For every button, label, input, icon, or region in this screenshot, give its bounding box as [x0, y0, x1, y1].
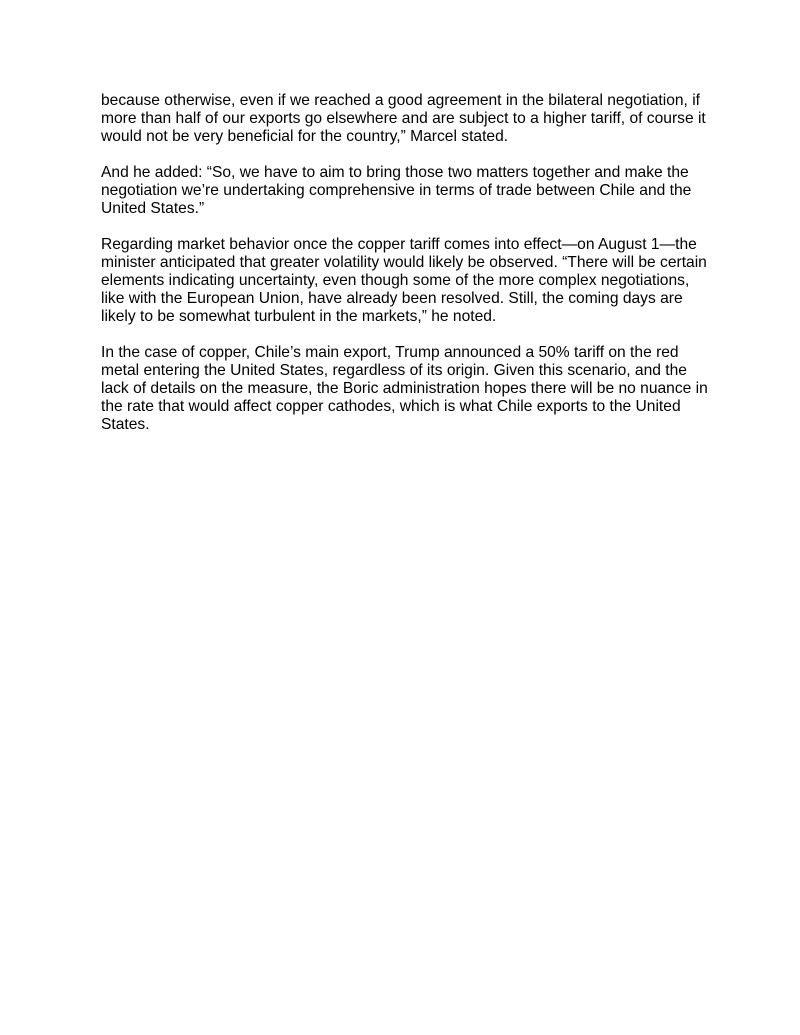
- text-line: States.: [101, 416, 150, 433]
- paragraph-1: [101, 92, 705, 146]
- paragraph-3: [101, 236, 705, 326]
- text-line: Regarding market behavior once the copper tariff comes into effect—on August 1—the: [101, 236, 697, 253]
- text-line: like with the European Union, have already been resolved. Still, the coming days are: [101, 290, 683, 307]
- text-line: the rate that would affect copper cathodes, which is what Chile exports to the United: [101, 398, 681, 415]
- text-line: lack of details on the measure, the Boric administration hopes there will be no nuance in: [101, 380, 708, 397]
- paragraph-4: [101, 344, 708, 434]
- text-line: United States.”: [101, 200, 205, 217]
- text-line: In the case of copper, Chile’s main export, Trump announced a 50% tariff on the red: [101, 344, 679, 361]
- text-line: likely to be somewhat turbulent in the markets,” he noted.: [101, 308, 497, 325]
- text-line: elements indicating uncertainty, even though some of the more complex negotiations,: [101, 272, 690, 289]
- paragraph-2: [101, 164, 705, 218]
- text-line: metal entering the United States, regardless of its origin. Given this scenario, and the: [101, 362, 687, 379]
- text-line: would not be very beneficial for the country,” Marcel stated.: [101, 128, 509, 145]
- text-line: because otherwise, even if we reached a good agreement in the bilateral negotiation, if: [101, 92, 701, 109]
- text-line: more than half of our exports go elsewhere and are subject to a higher tariff, of course it: [101, 110, 706, 127]
- text-line: negotiation we’re undertaking comprehensive in terms of trade between Chile and the: [101, 182, 692, 199]
- document-page: [101, 92, 708, 452]
- text-line: minister anticipated that greater volatility would likely be observed. “There will be certain: [101, 254, 707, 271]
- text-line: And he added: “So, we have to aim to bring those two matters together and make the: [101, 164, 689, 181]
